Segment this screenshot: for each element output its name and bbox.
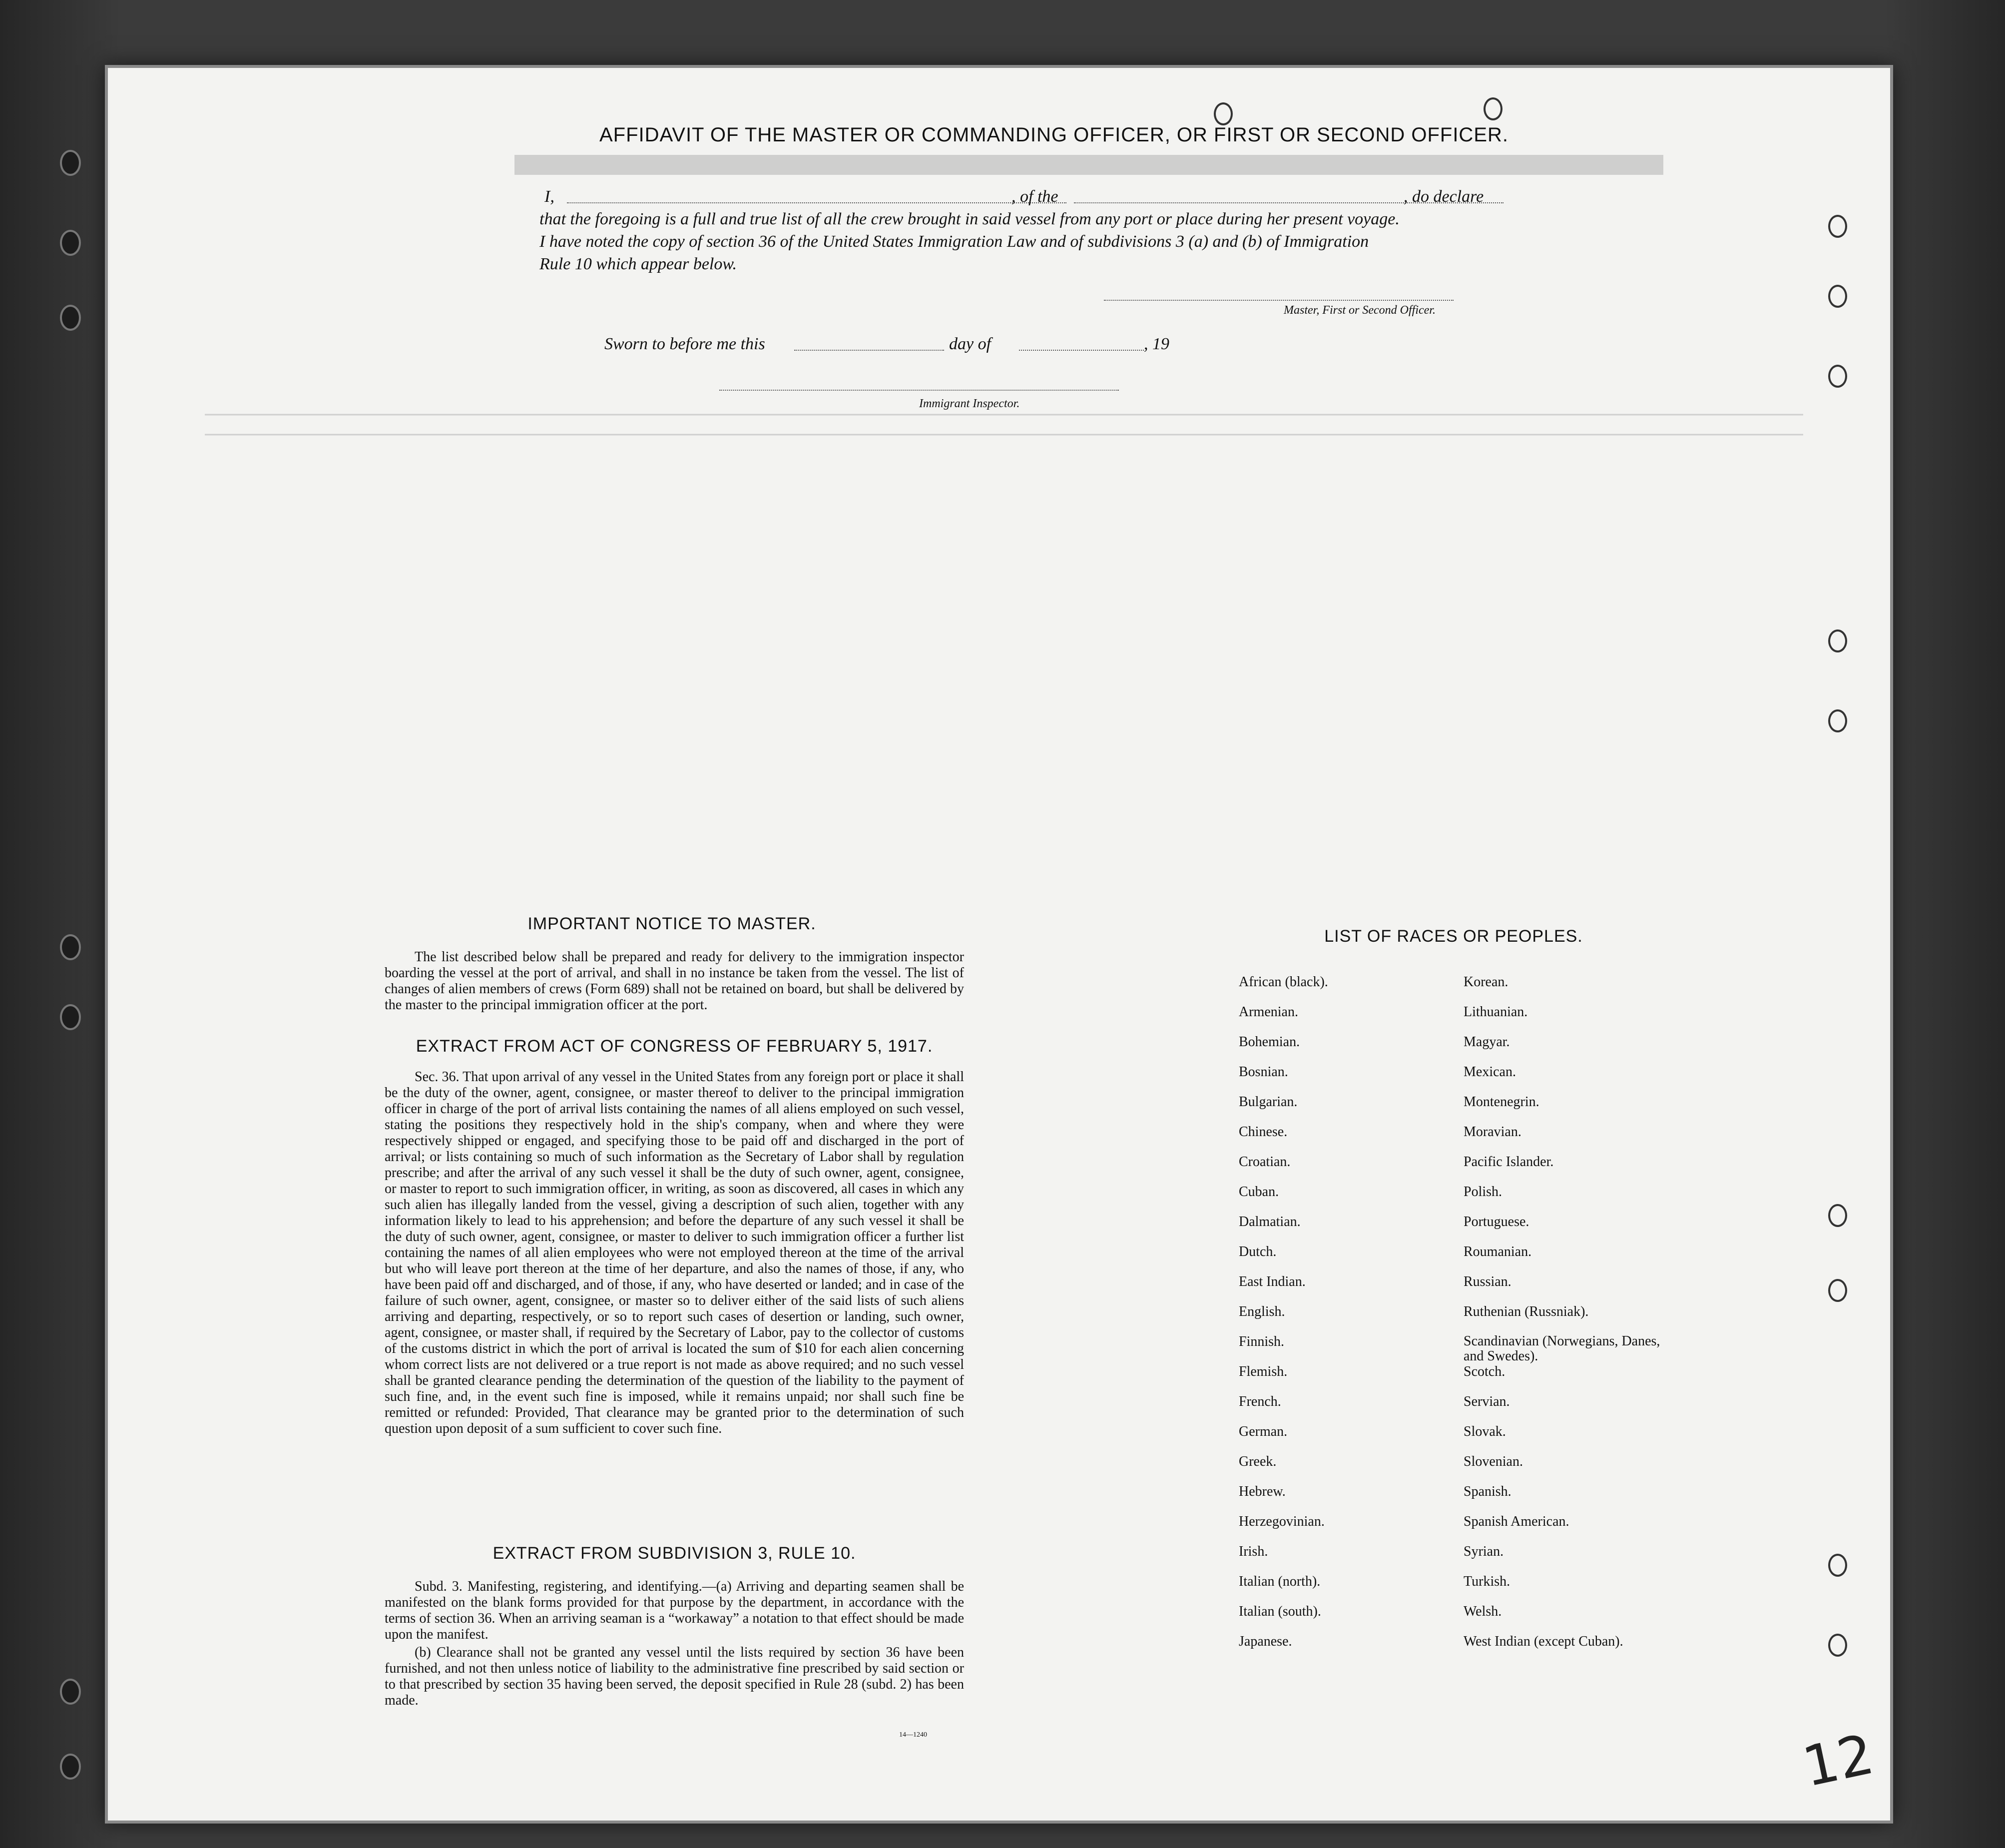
punch-hole-icon (60, 934, 81, 960)
race-item: Turkish. (1464, 1574, 1510, 1589)
sworn-label: Sworn to before me this (604, 335, 765, 353)
punch-hole-icon (1828, 629, 1847, 652)
punch-hole-icon (1214, 102, 1233, 125)
sworn-day-of: day of (949, 335, 992, 353)
race-item: Russian. (1464, 1274, 1511, 1289)
notice-text (385, 949, 964, 1015)
race-item: Bohemian. (1239, 1034, 1300, 1050)
race-item: Bulgarian. (1239, 1094, 1298, 1110)
race-item: Greek. (1239, 1454, 1277, 1469)
rule-paragraph-b: (b) Clearance shall not be granted any vessel until the lists required by section 36 have been furnished, and not then unless notice of liability to the administrative fine prescribed by said section or to that prescribed by section 35 having been served, the deposit specified in Rule 28 (subd. 2) has been made. (385, 1645, 964, 1708)
race-item: Moravian. (1464, 1124, 1521, 1140)
blank-name (567, 202, 1066, 203)
blank-sworn-month (1019, 350, 1144, 351)
inspector-label: Immigrant Inspector. (919, 397, 1020, 410)
race-item: Japanese. (1239, 1634, 1292, 1649)
race-item: Chinese. (1239, 1124, 1288, 1140)
race-item: Croatian. (1239, 1154, 1291, 1170)
race-item: Roumanian. (1464, 1244, 1532, 1259)
race-item: Ruthenian (Russniak). (1464, 1304, 1589, 1319)
race-item: Italian (north). (1239, 1574, 1321, 1589)
act-paragraph: Sec. 36. That upon arrival of any vessel in the United States from any foreign port or place it shall be the duty of the owner, agent, consignee, or master thereof to deliver to the principal immigration officer in charge of the port of arrival lists containing the names of all aliens employed on such vessel, stating the positions they respectively hold in the ship's company, when and where they were respectively shipped or engaged, and specifying those to be paid off and discharged in the port of arrival; or lists containing so much of such information as the Secretary of Labor shall by regulation prescribe; and after the arrival of any such vessel it shall be the duty of such owner, agent, consignee, or master to report to such immigration officer, in writing, as soon as discovered, all cases in which any such alien has illegally landed from the vessel, giving a description of such alien, together with any information likely to lead to his apprehension; and before the departure of any such vessel it shall be the duty of such owner, agent, consignee, or master to deliver to such immigration officer a further list containing the names of all alien employees who were not employed thereon at the time of the arrival but who will leave port thereon at the time of her departure, and also the names of those, if any, who have been paid off and discharged, and of those, if any, who have deserted or landed; and in case of the failure of such owner, agent, consignee, or master so to deliver either of the said lists of such aliens arriving and departing, respectively, or so to report such cases of desertion or landing, such owner, agent, consignee, or master shall, if required by the Secretary of Labor, pay to the collector of customs of the customs district in which the port of arrival is located the sum of $10 for each alien concerning whom correct lists are not delivered or a true report is not made as above required; and no such vessel shall be granted clearance pending the determination of the question of the liability to the payment of such fine, and, in the event such fine is imposed, while it remains unpaid; nor shall such fine be remitted or refunded: Provided, That clearance may be granted prior to the determination of such question upon deposit of a sum sufficient to cover such fine. (385, 1069, 964, 1436)
sworn-year: , 19 (1144, 335, 1169, 353)
affidavit-line-3: I have noted the copy of section 36 of the United States Immigration Law and of subdivisions 3 (a) and (b) of Immigration (539, 232, 1369, 251)
rule-title: EXTRACT FROM SUBDIVISION 3, RULE 10. (493, 1544, 856, 1563)
handwritten-page-number: 12 (1797, 1722, 1879, 1800)
punch-hole-icon (1828, 1204, 1847, 1227)
affidavit-title: AFFIDAVIT OF THE MASTER OR COMMANDING OFFICER, OR FIRST OR SECOND OFFICER. (599, 124, 1508, 146)
race-item: East Indian. (1239, 1274, 1306, 1289)
race-item: Flemish. (1239, 1364, 1288, 1379)
races-title: LIST OF RACES OR PEOPLES. (1324, 927, 1583, 946)
punch-hole-icon (1828, 709, 1847, 732)
race-item: German. (1239, 1424, 1288, 1439)
race-item: Dutch. (1239, 1244, 1277, 1259)
race-item: Portuguese. (1464, 1214, 1529, 1230)
race-item: Polish. (1464, 1184, 1503, 1200)
race-item: Pacific Islander. (1464, 1154, 1554, 1170)
race-item: Servian. (1464, 1394, 1510, 1409)
race-item: African (black). (1239, 974, 1328, 990)
race-item: Irish. (1239, 1544, 1268, 1559)
punch-hole-icon (1828, 1554, 1847, 1577)
act-text (385, 1069, 964, 1439)
race-item: Slovak. (1464, 1424, 1506, 1439)
race-item: Spanish. (1464, 1484, 1511, 1499)
blank-sworn-day (794, 350, 944, 351)
master-signature-label: Master, First or Second Officer. (1284, 304, 1436, 317)
affidavit-line-of-the: , of the (1011, 187, 1058, 206)
race-item: Herzegovinian. (1239, 1514, 1325, 1529)
race-item: Dalmatian. (1239, 1214, 1301, 1230)
race-item: Armenian. (1239, 1004, 1298, 1020)
act-title: EXTRACT FROM ACT OF CONGRESS OF FEBRUARY 5, 1917. (416, 1037, 933, 1056)
race-item: Spanish American. (1464, 1514, 1569, 1529)
race-item: Mexican. (1464, 1064, 1516, 1080)
punch-hole-icon (60, 1004, 81, 1030)
race-item: Montenegrin. (1464, 1094, 1539, 1110)
affidavit-line-declare: , do declare (1404, 187, 1484, 206)
race-item: Bosnian. (1239, 1064, 1288, 1080)
race-item: Italian (south). (1239, 1604, 1321, 1619)
race-item: West Indian (except Cuban). (1464, 1634, 1623, 1649)
punch-hole-icon (1484, 97, 1503, 120)
race-item: Magyar. (1464, 1034, 1510, 1050)
affidavit-line-4: Rule 10 which appear below. (539, 255, 737, 273)
notice-paragraph: The list described below shall be prepared and ready for delivery to the immigration inspector boarding the vessel at the port of arrival, and shall in no instance be taken from the vessel. The list of changes of alien members of crews (Form 689) shall not be retained on board, but shall be delivered by the master to the principal immigration officer at the port. (385, 949, 964, 1013)
form-number: 14—1240 (899, 1731, 927, 1739)
race-item: Syrian. (1464, 1544, 1504, 1559)
notice-title: IMPORTANT NOTICE TO MASTER. (527, 914, 816, 933)
punch-hole-icon (1828, 365, 1847, 388)
document-page (105, 65, 1893, 1824)
rule-text (385, 1579, 964, 1711)
race-item: Welsh. (1464, 1604, 1502, 1619)
master-signature-line (1104, 300, 1454, 301)
race-item: French. (1239, 1394, 1281, 1409)
affidavit-line-2: that the foregoing is a full and true list of all the crew brought in said vessel from any port or place during her present voyage. (539, 210, 1400, 228)
race-item: Hebrew. (1239, 1484, 1286, 1499)
inspector-signature-line (719, 390, 1119, 391)
race-item: Korean. (1464, 974, 1508, 990)
punch-hole-icon (1828, 1279, 1847, 1302)
race-item: Finnish. (1239, 1334, 1285, 1349)
affidavit-line-i: I, (544, 187, 554, 206)
race-item: Scandinavian (Norwegians, Danes, and Swedes). (1464, 1333, 1660, 1364)
punch-hole-icon (60, 1754, 81, 1780)
punch-hole-icon (1828, 1634, 1847, 1657)
race-item: Slovenian. (1464, 1454, 1523, 1469)
race-item: English. (1239, 1304, 1285, 1319)
race-item: Cuban. (1239, 1184, 1279, 1200)
race-item: Scotch. (1464, 1364, 1505, 1379)
punch-hole-icon (60, 1679, 81, 1705)
race-item: Lithuanian. (1464, 1004, 1528, 1020)
punch-hole-icon (1828, 215, 1847, 238)
punch-hole-icon (1828, 285, 1847, 308)
rule-paragraph-a: Subd. 3. Manifesting, registering, and identifying.—(a) Arriving and departing seamen shall be manifested on the blank forms provided for that purpose by the department, in accordance with the terms of section 36. When an arriving seaman is a “workaway” a notation to that effect should be made upon the manifest. (385, 1579, 964, 1642)
punch-hole-icon (60, 305, 81, 331)
punch-hole-icon (60, 150, 81, 176)
punch-hole-icon (60, 230, 81, 256)
